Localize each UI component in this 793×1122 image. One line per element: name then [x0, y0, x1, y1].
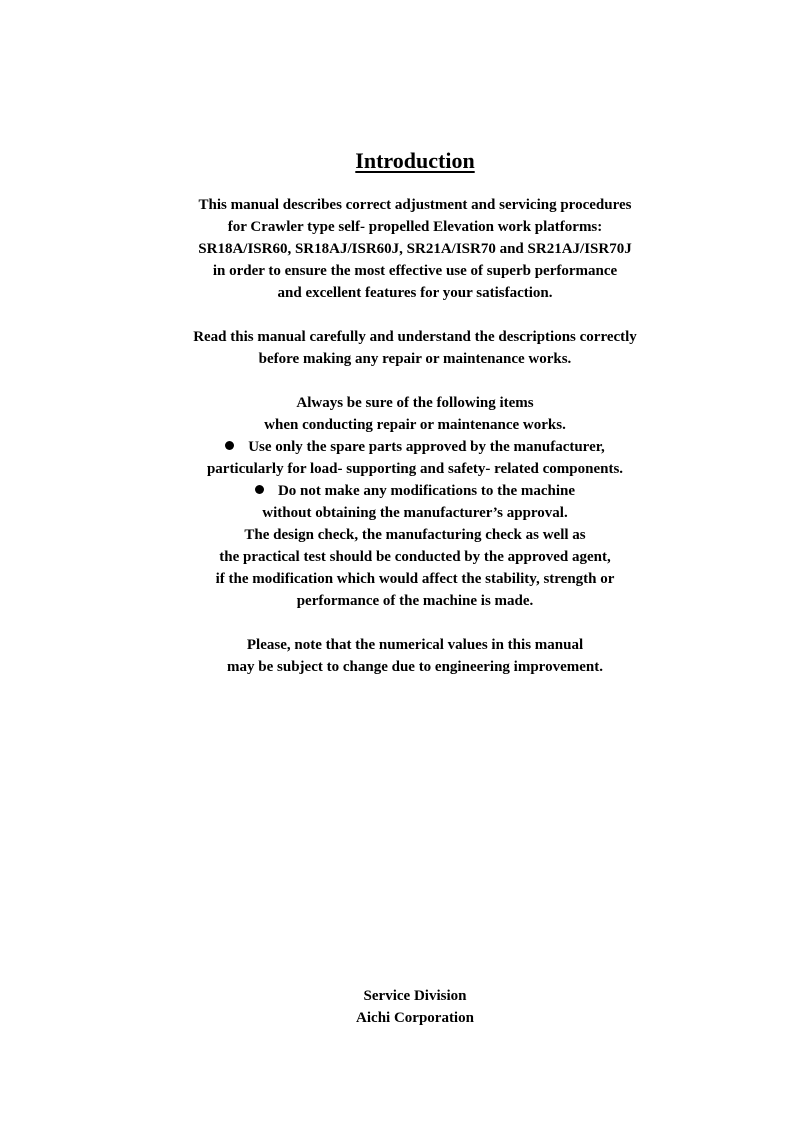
text-line: particularly for load- supporting and safety- related components.: [206, 461, 624, 477]
text-line: if the modification which would affect the stability, strength or: [215, 571, 615, 587]
text-line: Always be sure of the following items: [296, 395, 534, 411]
text-line: and excellent features for your satisfaction.: [277, 285, 553, 301]
bullet-text: Do not make any modifications to the machine: [277, 483, 576, 499]
text-line: before making any repair or maintenance works.: [258, 351, 572, 367]
text-line: The design check, the manufacturing check as well as: [244, 527, 586, 543]
text-line: for Crawler type self- propelled Elevation work platforms:: [227, 219, 603, 235]
text-line: may be subject to change due to engineering improvement.: [227, 659, 603, 675]
text-line: in order to ensure the most effective use of superb performance: [212, 263, 618, 279]
signature-block: [0, 985, 793, 1029]
spacer: [0, 612, 793, 634]
text-line: This manual describes correct adjustment and servicing procedures: [198, 197, 632, 213]
text-line: Read this manual carefully and understand the descriptions correctly: [193, 329, 637, 345]
bullet-item-spare-parts: [0, 436, 793, 458]
spacer: [0, 370, 793, 392]
company-name: Aichi Corporation: [356, 1010, 474, 1026]
intro-body: [0, 194, 793, 678]
text-line: Please, note that the numerical values in this manual: [246, 637, 584, 653]
division-name: Service Division: [363, 988, 467, 1004]
paragraph-items: [0, 392, 793, 612]
bullet-text: Use only the spare parts approved by the manufacturer,: [248, 439, 605, 455]
paragraph-description: [0, 194, 793, 304]
paragraph-read-manual: [0, 326, 793, 370]
spacer: [0, 304, 793, 326]
text-line: without obtaining the manufacturer’s approval.: [262, 505, 568, 521]
text-line: SR18A/ISR60, SR18AJ/ISR60J, SR21A/ISR70 and SR21AJ/ISR70J: [198, 241, 632, 257]
text-line: the practical test should be conducted by the approved agent,: [219, 549, 611, 565]
text-line: when conducting repair or maintenance works.: [264, 417, 566, 433]
bullet-icon: [225, 441, 234, 450]
page-title: Introduction: [355, 148, 475, 173]
bullet-icon: [255, 485, 264, 494]
paragraph-numerical-note: [0, 634, 793, 678]
text-line: performance of the machine is made.: [296, 593, 534, 609]
bullet-item-modifications: [0, 480, 793, 502]
